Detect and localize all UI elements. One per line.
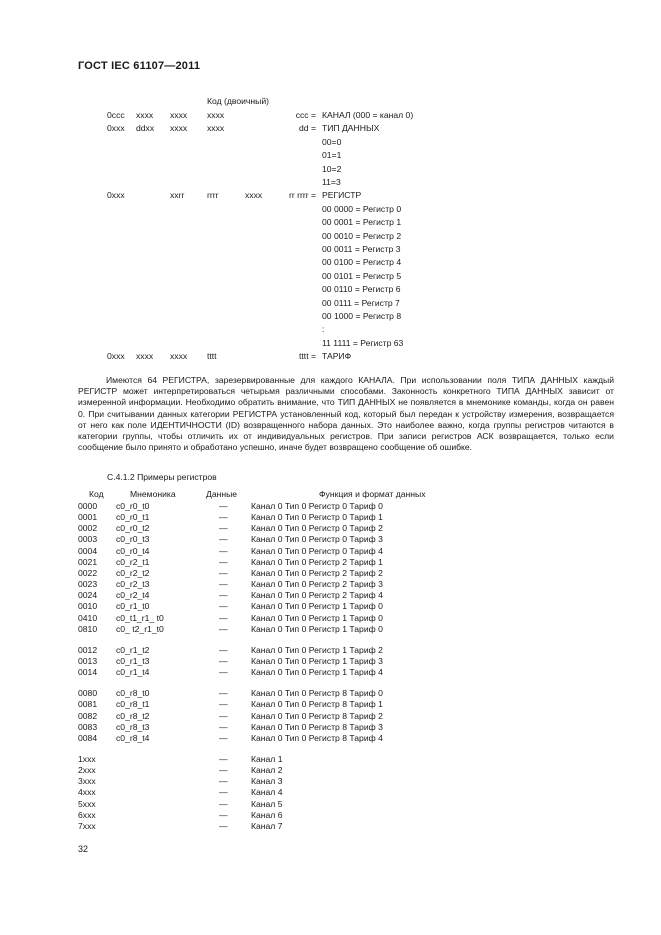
register-data: — bbox=[219, 501, 228, 511]
table-row bbox=[0, 624, 661, 635]
register-mnemonic: c0_ t2_r1_t0 bbox=[116, 623, 164, 634]
register-code: 4xxx bbox=[78, 787, 96, 798]
register-mnemonic: c0_r0_t0 bbox=[116, 501, 150, 511]
table-row bbox=[0, 546, 661, 557]
code-field-description: 10=2 bbox=[322, 163, 342, 174]
table-row bbox=[0, 765, 661, 776]
table-row bbox=[0, 688, 661, 699]
table-row bbox=[0, 787, 661, 798]
code-field-description: 00 0111 = Регистр 7 bbox=[322, 297, 400, 308]
register-code: 0084 bbox=[78, 732, 98, 743]
register-mnemonic: c0_r8_t0 bbox=[116, 688, 150, 699]
code-field-description: 00=0 bbox=[322, 136, 342, 147]
register-data: — bbox=[219, 699, 228, 710]
register-mnemonic: c0_r2_t1 bbox=[116, 556, 150, 567]
subsection-title: С.4.1.2 Примеры регистров bbox=[107, 472, 217, 482]
register-function: Канал 0 Тип 0 Регистр 1 Тариф 2 bbox=[251, 644, 383, 655]
table-row bbox=[0, 799, 661, 810]
table-row bbox=[0, 590, 661, 601]
table-row bbox=[0, 754, 661, 765]
register-mnemonic: c0_r8_t2 bbox=[116, 710, 150, 721]
register-function: Канал 0 Тип 0 Регистр 0 Тариф 0 bbox=[251, 501, 383, 511]
register-code: 0024 bbox=[78, 590, 98, 601]
register-data: — bbox=[219, 512, 228, 523]
register-data: — bbox=[219, 579, 228, 590]
register-code: 0083 bbox=[78, 721, 98, 732]
register-mnemonic: c0_r1_t2 bbox=[116, 644, 150, 655]
register-code: 0004 bbox=[78, 545, 98, 556]
table-row bbox=[0, 568, 661, 579]
body-paragraph: Имеются 64 РЕГИСТРА, зарезервированные для каждого КАНАЛА. При использовании поля ТИПА ДАННЫХ каждый РЕГИСТР может интерпретироваться четырьмя различными способами. Законность конкретного ТИПА ДАННЫХ зависит от измеренной информации. Необходимо обратить внимание, что ТИП ДАННЫХ не появляется в мнемонике команды, когда он равен 0. При считывании данных категории РЕГИСТРА установленный код, который был передан к устройству измерения, возвращается от него как поле ИДЕНТИЧНОСТИ (ID) возвращенного набора данных. Это наиболее важно, когда группы регистров читаются в категории группы, чтобы отличить их от индивидуальных регистров. При записи регистров АСК возвращается, только если сообщение было принято и обработано успешно, иначе будет возвращено сообщение об ошибке. bbox=[78, 375, 614, 453]
code-pattern-cell: xxxx bbox=[136, 351, 154, 362]
register-code: 2xxx bbox=[78, 765, 96, 776]
code-field-equation: ccc = bbox=[295, 110, 316, 120]
register-function: Канал 7 bbox=[251, 820, 283, 831]
register-function: Канал 0 Тип 0 Регистр 1 Тариф 0 bbox=[251, 623, 383, 634]
table-row bbox=[0, 667, 661, 678]
col-header-mnemonic: Мнемоника bbox=[130, 489, 176, 499]
col-header-code: Код bbox=[89, 489, 104, 499]
table-row bbox=[0, 656, 661, 667]
register-code: 6xxx bbox=[78, 809, 96, 820]
register-mnemonic: c0_r2_t4 bbox=[116, 590, 150, 601]
register-function: Канал 0 Тип 0 Регистр 0 Тариф 1 bbox=[251, 512, 383, 523]
table-row bbox=[0, 501, 661, 512]
code-field-equation: rr rrrr = bbox=[289, 190, 316, 201]
code-pattern-cell: xxxx bbox=[207, 110, 225, 120]
register-code: 0000 bbox=[78, 501, 98, 511]
register-mnemonic: c0_r8_t4 bbox=[116, 732, 150, 743]
code-pattern-cell: rrrr bbox=[207, 190, 219, 201]
register-function: Канал 0 Тип 0 Регистр 2 Тариф 3 bbox=[251, 579, 383, 590]
register-code: 1xxx bbox=[78, 754, 96, 764]
register-data: — bbox=[219, 688, 228, 699]
register-code: 0810 bbox=[78, 623, 98, 634]
register-mnemonic: c0_t1_r1_ t0 bbox=[116, 612, 164, 623]
register-data: — bbox=[219, 765, 228, 776]
register-data: — bbox=[219, 776, 228, 787]
code-field-equation: dd = bbox=[299, 123, 316, 134]
table-row bbox=[0, 810, 661, 821]
code-pattern-cell: tttt bbox=[207, 351, 217, 362]
code-field-equation: tttt = bbox=[299, 351, 316, 362]
register-mnemonic: c0_r0_t1 bbox=[116, 512, 150, 523]
register-mnemonic: c0_r1_t0 bbox=[116, 601, 150, 612]
register-function: Канал 0 Тип 0 Регистр 8 Тариф 3 bbox=[251, 721, 383, 732]
register-function: Канал 4 bbox=[251, 787, 283, 798]
code-field-description: 00 0100 = Регистр 4 bbox=[322, 257, 402, 268]
register-mnemonic: c0_r8_t3 bbox=[116, 721, 150, 732]
register-code: 0022 bbox=[78, 567, 98, 578]
register-data: — bbox=[219, 644, 228, 655]
table-row bbox=[0, 512, 661, 523]
code-field-description: 00 0010 = Регистр 2 bbox=[322, 230, 402, 241]
register-data: — bbox=[219, 809, 228, 820]
table-row bbox=[0, 711, 661, 722]
code-field-description: 11=3 bbox=[322, 177, 341, 187]
register-function: Канал 0 Тип 0 Регистр 0 Тариф 3 bbox=[251, 534, 383, 545]
register-data: — bbox=[219, 721, 228, 732]
register-code: 0082 bbox=[78, 710, 98, 721]
table-row bbox=[0, 523, 661, 534]
register-mnemonic: c0_r1_t3 bbox=[116, 655, 150, 666]
table-row bbox=[0, 557, 661, 568]
col-header-function: Функция и формат данных bbox=[319, 489, 426, 499]
code-pattern-cell: xxxx bbox=[170, 110, 188, 120]
register-data: — bbox=[219, 798, 228, 809]
code-pattern-cell: xxrr bbox=[170, 190, 185, 201]
register-code: 0003 bbox=[78, 534, 98, 545]
register-function: Канал 0 Тип 0 Регистр 1 Тариф 4 bbox=[251, 667, 383, 678]
code-field-description: 11 1111 = Регистр 63 bbox=[322, 337, 404, 348]
register-function: Канал 1 bbox=[251, 754, 283, 764]
code-pattern-cell: xxxx bbox=[170, 351, 188, 362]
register-function: Канал 6 bbox=[251, 809, 283, 820]
table-row bbox=[0, 534, 661, 545]
code-pattern-cell: ddxx bbox=[136, 123, 155, 134]
register-function: Канал 5 bbox=[251, 798, 283, 809]
register-data: — bbox=[219, 710, 228, 721]
code-field-description: РЕГИСТР bbox=[322, 190, 362, 201]
table-row bbox=[0, 776, 661, 787]
register-data: — bbox=[219, 787, 228, 798]
register-code: 0080 bbox=[78, 688, 98, 699]
code-field-description: 00 0000 = Регистр 0 bbox=[322, 203, 402, 214]
register-mnemonic: c0_r0_t3 bbox=[116, 534, 150, 545]
code-pattern-cell: xxxx bbox=[136, 110, 154, 120]
page-number: 32 bbox=[78, 844, 89, 854]
register-code: 0081 bbox=[78, 699, 98, 710]
code-pattern-cell: xxxx bbox=[170, 123, 188, 134]
register-function: Канал 0 Тип 0 Регистр 0 Тариф 4 bbox=[251, 545, 383, 556]
code-pattern-cell: 0xxx bbox=[107, 123, 125, 134]
register-code: 7xxx bbox=[78, 820, 96, 831]
table-row bbox=[0, 733, 661, 744]
register-code: 0013 bbox=[78, 655, 98, 666]
document-header: ГОСТ IEC 61107—2011 bbox=[78, 60, 201, 72]
table-row bbox=[0, 645, 661, 656]
code-field-description: 00 1000 = Регистр 8 bbox=[322, 311, 402, 321]
code-field-description: 00 0110 = Регистр 6 bbox=[322, 284, 401, 295]
table-row bbox=[0, 699, 661, 710]
register-code: 0021 bbox=[78, 556, 98, 567]
register-function: Канал 0 Тип 0 Регистр 8 Тариф 1 bbox=[251, 699, 383, 710]
register-code: 3xxx bbox=[78, 776, 96, 787]
register-function: Канал 3 bbox=[251, 776, 283, 787]
register-function: Канал 0 Тип 0 Регистр 2 Тариф 4 bbox=[251, 590, 383, 601]
table-row bbox=[0, 601, 661, 612]
register-mnemonic: c0_r2_t3 bbox=[116, 579, 150, 590]
register-data: — bbox=[219, 556, 228, 567]
register-mnemonic: c0_r0_t2 bbox=[116, 523, 150, 534]
code-field-description: 00 0101 = Регистр 5 bbox=[322, 270, 402, 281]
register-data: — bbox=[219, 567, 228, 578]
code-field-description: 00 0001 = Регистр 1 bbox=[322, 217, 402, 228]
code-table-heading: Код (двоичный) bbox=[207, 96, 269, 106]
register-code: 5xxx bbox=[78, 798, 96, 809]
register-function: Канал 0 Тип 0 Регистр 8 Тариф 0 bbox=[251, 688, 383, 699]
register-data: — bbox=[219, 601, 228, 612]
register-data: — bbox=[219, 820, 228, 831]
table-row bbox=[0, 722, 661, 733]
register-function: Канал 0 Тип 0 Регистр 2 Тариф 1 bbox=[251, 556, 383, 567]
register-code: 0001 bbox=[78, 512, 98, 523]
table-row bbox=[0, 579, 661, 590]
register-code: 0023 bbox=[78, 579, 98, 590]
table-row bbox=[0, 613, 661, 624]
register-data: — bbox=[219, 612, 228, 623]
register-data: — bbox=[219, 667, 228, 678]
code-field-description: : bbox=[322, 324, 325, 335]
register-code: 0012 bbox=[78, 644, 98, 655]
col-header-data: Данные bbox=[206, 489, 238, 499]
register-data: — bbox=[219, 590, 228, 601]
register-function: Канал 0 Тип 0 Регистр 2 Тариф 2 bbox=[251, 567, 383, 578]
code-field-description: КАНАЛ (000 = канал 0) bbox=[322, 110, 414, 120]
code-pattern-cell: xxxx bbox=[245, 190, 263, 201]
code-field-description: ТИП ДАННЫХ bbox=[322, 123, 380, 134]
register-function: Канал 0 Тип 0 Регистр 8 Тариф 4 bbox=[251, 732, 383, 743]
register-function: Канал 0 Тип 0 Регистр 1 Тариф 0 bbox=[251, 612, 383, 623]
register-function: Канал 2 bbox=[251, 765, 283, 776]
register-mnemonic: c0_r0_t4 bbox=[116, 545, 150, 556]
register-code: 0014 bbox=[78, 667, 98, 678]
register-function: Канал 0 Тип 0 Регистр 0 Тариф 2 bbox=[251, 523, 383, 534]
register-function: Канал 0 Тип 0 Регистр 1 Тариф 0 bbox=[251, 601, 383, 612]
code-pattern-cell: 0xxx bbox=[107, 190, 125, 201]
register-data: — bbox=[219, 545, 228, 556]
code-pattern-cell: 0ccc bbox=[107, 110, 125, 120]
register-mnemonic: c0_r2_t2 bbox=[116, 567, 150, 578]
register-code: 0010 bbox=[78, 601, 98, 612]
register-mnemonic: c0_r1_t4 bbox=[116, 667, 150, 678]
code-field-description: 00 0011 = Регистр 3 bbox=[322, 244, 401, 254]
register-data: — bbox=[219, 523, 228, 534]
register-data: — bbox=[219, 623, 228, 634]
register-data: — bbox=[219, 534, 228, 545]
register-data: — bbox=[219, 655, 228, 666]
register-data: — bbox=[219, 754, 228, 764]
code-pattern-cell: xxxx bbox=[207, 123, 225, 134]
register-data: — bbox=[219, 732, 228, 743]
code-pattern-cell: 0xxx bbox=[107, 351, 125, 362]
register-function: Канал 0 Тип 0 Регистр 1 Тариф 3 bbox=[251, 655, 383, 666]
register-function: Канал 0 Тип 0 Регистр 8 Тариф 2 bbox=[251, 710, 383, 721]
register-code: 0002 bbox=[78, 523, 98, 534]
code-field-description: ТАРИФ bbox=[322, 351, 352, 362]
register-mnemonic: c0_r8_t1 bbox=[116, 699, 150, 710]
register-code: 0410 bbox=[78, 612, 98, 623]
table-row bbox=[0, 821, 661, 832]
code-field-description: 01=1 bbox=[322, 150, 342, 161]
